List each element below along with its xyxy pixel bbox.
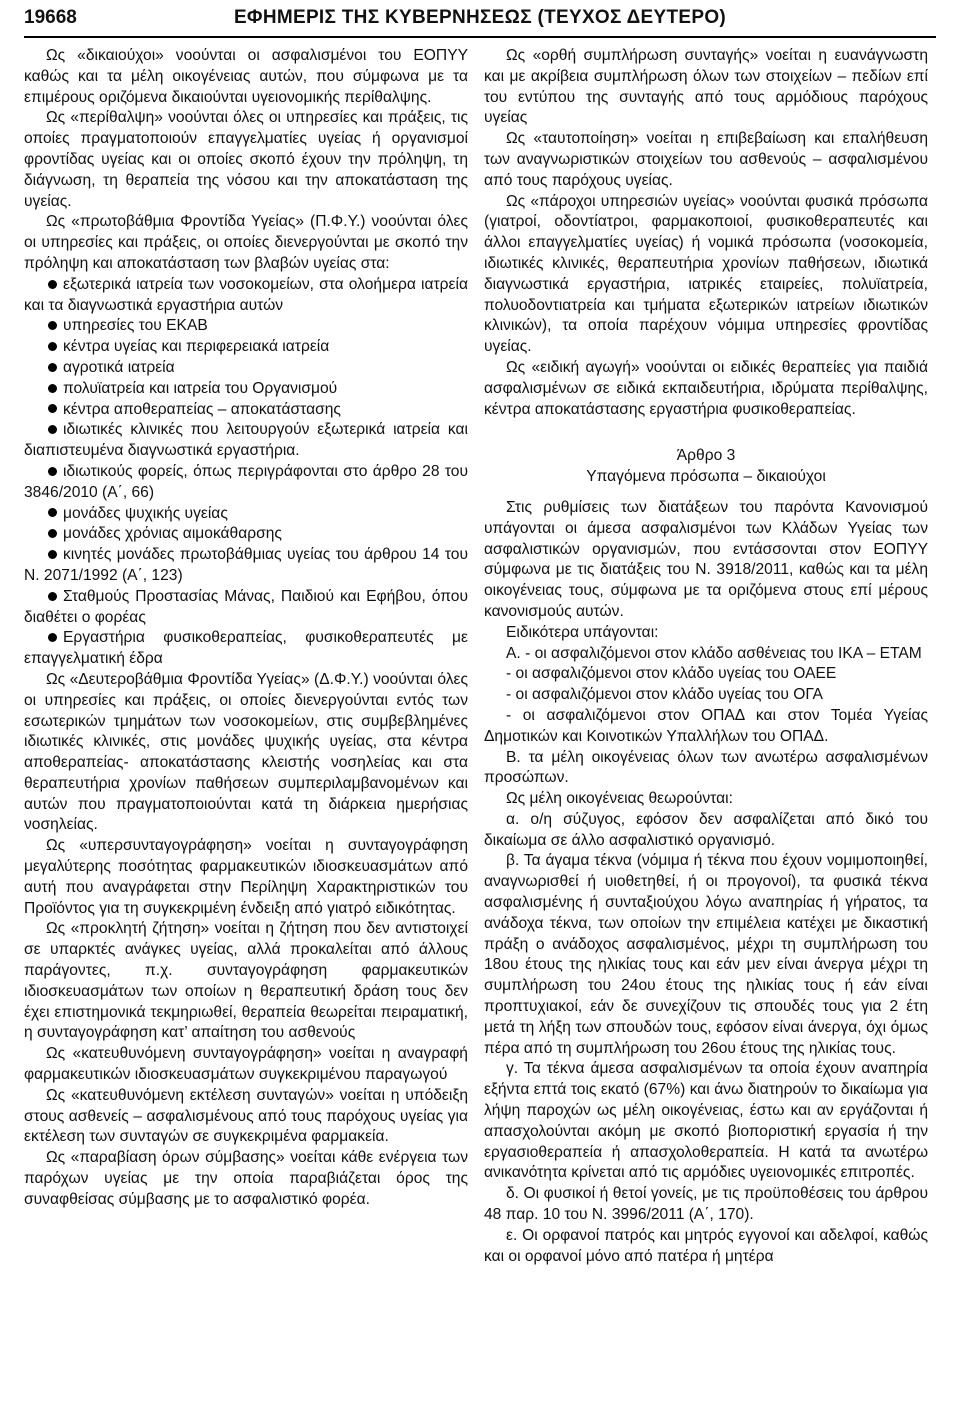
paragraph: Στις ρυθμίσεις των διατάξεων του παρόντα Κανονισμού υπάγονται οι άμεσα ασφαλισμένοι των Κλάδων Υγείας των ασφαλιστικών οργανισμών, που εντάσσονται στον ΕΟΠΥΥ σύμφωνα με τις διατάξεις του Ν. 3918/2011, καθώς και τα μέλη οικογένειας τους, σύμφωνα με τα οριζόμενα στους επί μέρους κανονισμούς αυτών. xyxy=(484,498,928,620)
page-number: 19668 xyxy=(24,7,77,28)
paragraph: Β. τα μέλη οικογένειας όλων των ανωτέρω ασφαλισμένων προσώπων. xyxy=(484,748,928,787)
bullet-item: αγροτικά ιατρεία xyxy=(24,358,468,379)
paragraph: δ. Οι φυσικοί ή θετοί γονείς, με τις προϋποθέσεις του άρθρου 48 παρ. 10 του Ν. 3996/2011 (Α΄, 170). xyxy=(484,1185,928,1224)
article-heading: Άρθρο 3 xyxy=(676,447,736,465)
paragraph: Ως «ταυτοποίηση» νοείται η επιβεβαίωση και επαλήθευση των αναγνωριστικών στοιχείων του ασθενούς – ασφαλισμένου από τους παρόχους υγείας. xyxy=(484,130,928,189)
bullet-item: εξωτερικά ιατρεία των νοσοκομείων, στα ολοήμερα ιατρεία και τα διαγνωστικά εργαστήρια αυτών xyxy=(24,275,468,314)
bullet-icon xyxy=(48,342,57,351)
paragraph: - οι ασφαλιζόμενοι στον κλάδο υγείας του ΟΑΕΕ xyxy=(506,665,837,683)
bullet-icon xyxy=(48,384,57,393)
bullet-item: κέντρα αποθεραπείας – αποκατάστασης xyxy=(24,400,468,421)
bullet-icon xyxy=(48,550,57,559)
bullet-item: κινητές μονάδες πρωτοβάθμιας υγείας του άρθρου 14 του Ν. 2071/1992 (Α΄, 123) xyxy=(24,546,468,584)
page-header xyxy=(24,4,936,38)
bullet-item: κέντρα υγείας και περιφερειακά ιατρεία xyxy=(24,337,468,358)
bullet-icon xyxy=(48,529,57,538)
paragraph: Ως «προκλητή ζήτηση» νοείται η ζήτηση που δεν αντιστοιχεί σε υπαρκτές ανάγκες υγείας, αλλά προκαλείται από άλλους παράγοντες, π.χ. συνταγογράφηση φαρμακευτικών ιδιοσκευασμάτων των οποίων η θεραπευτική δράση τους δεν έχει επιστημονικά τεκμηριωθεί, θεραπεία θεωρείται πειραματική, η συνταγογράφηση κατ’ απαίτηση του ασθενούς xyxy=(24,920,468,1042)
bullet-item: υπηρεσίες του ΕΚΑΒ xyxy=(24,316,468,337)
section-spacer xyxy=(484,420,928,446)
paragraph: α. ο/η σύζυγος, εφόσον δεν ασφαλίζεται από δικό του δικαίωμα σε άλλο ασφαλιστικό οργανισμό. xyxy=(484,810,928,849)
bullet-icon xyxy=(48,321,57,330)
right-column xyxy=(484,46,928,1267)
bullet-icon xyxy=(48,280,57,289)
paragraph: Ως «Δευτεροβάθμια Φροντίδα Υγείας» (Δ.Φ.Υ.) νοούνται όλες οι υπηρεσίες και πράξεις, οι οποίες διενεργούνται εντός των εσωτερικών τμημάτων των νοσοκομείων, στις συμβεβλημένες ιδιωτικές κλινικές, στις μονάδες ψυχικής υγείας, στα κέντρα αποθεραπείας- αποκατάστασης κλειστής νοσηλείας και στα θεραπευτήρια χρονίων παθήσεων συμπεριλαμβανομένων και αυτών που πραγματοποιούνται κατά τη διάρκεια ημερήσιας νοσηλείας. xyxy=(24,670,468,834)
bullet-icon xyxy=(48,467,57,476)
paragraph: Ως «δικαιούχοι» νοούνται οι ασφαλισμένοι του ΕΟΠΥΥ καθώς και τα μέλη οικογένειας αυτών, που σύμφωνα με τα επιμέρους οριζόμενα δικαιούνται υγειονομικής περίθαλψης. xyxy=(24,47,468,106)
paragraph: Ως «υπερσυνταγογράφηση» νοείται η συνταγογράφηση μεγαλύτερης ποσότητας φαρμακευτικών ιδιοσκευασμάτων από αυτή που αναγράφεται στην Περίληψη Χαρακτηριστικών του Προϊόντος για τη συγκεκριμένη ένδειξη από γιατρό ειδικότητας. xyxy=(24,837,468,917)
paragraph: γ. Τα τέκνα άμεσα ασφαλισμένων τα οποία έχουν αναπηρία εξήντα επτά τοις εκατό (67%) και άνω διατηρούν το δικαίωμα για λήψη παροχών ως μέλη οικογένειας, έστω και αν εργάζονται ή απασχολούνται ακόμη με σκοπό βιοποριστική εργασία ή την εργασιοθεραπεία ή απασχολοθεραπεία. Η κατά τα ανωτέρω ανικανότητα κρίνεται από τις αρμόδιες υγειονομικές επιτροπές. xyxy=(484,1060,928,1182)
bullet-icon xyxy=(48,404,57,413)
bullet-icon xyxy=(48,425,57,434)
paragraph: Ως «ειδική αγωγή» νοούνται οι ειδικές θεραπείες για παιδιά ασφαλισμένων σε ειδικά εκπαιδευτήρια, ιδρύματα περίθαλψης, κέντρα αποκατάστασης εργαστήρια φυσικοθεραπείας. xyxy=(484,358,928,418)
paragraph: Α. - οι ασφαλιζόμενοι στον κλάδο ασθένειας του ΙΚΑ – ΕΤΑΜ xyxy=(506,644,922,662)
bullet-item: μονάδες ψυχικής υγείας xyxy=(24,504,468,525)
bullet-icon xyxy=(48,363,57,372)
paragraph: Ως «πάροχοι υπηρεσιών υγείας» νοούνται φυσικά πρόσωπα (γιατροί, οδοντίατροι, φαρμακοποιοί, φυσικοθεραπευτές και άλλοι επαγγελματίες υγείας) ή νομικά πρόσωπα (νοσοκομεία, ιδιωτικές κλινικές, θεραπευτήρια χρονίων παθήσεων, ιδιωτικά διαγνωστικά εργαστήρια, ιατρικές εταιρείες, πολυϊατρεία, πολυοδοντιατρεία και τμήματα εξωτερικών ιατρείων ιδιωτικών κλινικών), τα οποία παρέχουν νόμιμα υπηρεσίες φροντίδας υγείας. xyxy=(484,192,928,356)
article-title: Υπαγόμενα πρόσωπα – δικαιούχοι xyxy=(586,468,826,486)
paragraph: β. Τα άγαμα τέκνα (νόμιμα ή τέκνα που έχουν νομιμοποιηθεί, αναγνωρισθεί ή υιοθετηθεί, ή οι προγονοί), τα φυσικά τέκνα ασφαλισμένης ή συνταξιούχου λόγω αναπηρίας ή γήρατος, τα ανάδοχα τέκνα, των οποίων την επιμέλεια κατέχει με δικαστική πράξη ο ανάδοχος ασφαλισμένος, μέχρι τη συμπλήρωση του 18ου έτους της ηλικίας τους και εάν μεν είναι άνεργα μέχρι τη συμπλήρωση του 24ου έτους της ηλικίας τους ή εάν είναι προπτυχιακοί, εάν δε συνεχίζουν τις σπουδές τους για 2 έτη μετά τη λήξη των σπουδών τους, εφόσον είναι άνεργα, όχι όμως πέρα από τη συμπλήρωση του 26ου έτους της ηλικίας τους. xyxy=(484,852,928,1057)
paragraph: ε. Οι ορφανοί πατρός και μητρός εγγονοί και αδελφοί, καθώς και οι ορφανοί μόνο από πατέρα ή μητέρα xyxy=(484,1226,928,1265)
gazette-title: ΕΦΗΜΕΡΙΣ ΤΗΣ ΚΥΒΕΡΝΗΣΕΩΣ (ΤΕΥΧΟΣ ΔΕΥΤΕΡΟ) xyxy=(233,7,727,28)
bullet-item: Εργαστήρια φυσικοθεραπείας, φυσικοθεραπευτές με επαγγελματική έδρα xyxy=(24,629,468,668)
paragraph: Ως μέλη οικογένειας θεωρούνται: xyxy=(506,790,733,808)
left-column xyxy=(24,46,468,1211)
bullet-icon xyxy=(48,508,57,517)
bullet-icon xyxy=(48,592,57,601)
paragraph: Ως «περίθαλψη» νοούνται όλες οι υπηρεσίες και πράξεις, τις οποίες πραγματοποιούν επαγγελματίες υγείας ή οργανισμοί φροντίδας υγείας και οι οποίες σκοπό έχουν την πρόληψη, τη διάγνωση, τη θεραπεία της νόσου και την αποκατάσταση της υγείας. xyxy=(24,109,468,210)
bullet-item: μονάδες χρόνιας αιμοκάθαρσης xyxy=(24,524,468,545)
paragraph: Ως «κατευθυνόμενη εκτέλεση συνταγών» νοείται η υπόδειξη στους ασθενείς – ασφαλισμένους από τους παρόχους υγείας για εκτέλεση των συνταγών σε συγκεκριμένα φαρμακεία. xyxy=(24,1086,468,1146)
bullet-icon xyxy=(48,633,57,642)
paragraph: - οι ασφαλιζόμενοι στον ΟΠΑΔ και στον Τομέα Υγείας Δημοτικών και Κοινοτικών Υπαλλήλων του ΟΠΑΔ. xyxy=(484,706,928,745)
section-spacer xyxy=(484,488,928,498)
bullet-item: ιδιωτικές κλινικές που λειτουργούν εξωτερικά ιατρεία και διαπιστευμένα διαγνωστικά εργαστήρια. xyxy=(24,421,468,460)
paragraph: Ως «παραβίαση όρων σύμβασης» νοείται κάθε ενέργεια των παρόχων υγείας με την οποία παραβιάζεται όρος της συναφθείσας σύμβασης με το ασφαλιστικό φορέα. xyxy=(24,1149,468,1208)
paragraph: Ειδικότερα υπάγονται: xyxy=(506,623,659,641)
paragraph: Ως «ορθή συμπλήρωση συνταγής» νοείται η ευανάγνωστη και με ακρίβεια συμπλήρωση όλων των στοιχείων – πεδίων επί του εντύπου της συνταγής από τους αρμόδιους παρόχους υγείας xyxy=(484,47,928,127)
paragraph: - οι ασφαλιζόμενοι στον κλάδο υγείας του ΟΓΑ xyxy=(506,686,823,704)
paragraph: Ως «κατευθυνόμενη συνταγογράφηση» νοείται η αναγραφή φαρμακευτικών ιδιοσκευασμάτων συγκεκριμένου παραγωγού xyxy=(24,1045,468,1084)
bullet-item: ιδιωτικούς φορείς, όπως περιγράφονται στο άρθρο 28 του 3846/2010 (Α΄, 66) xyxy=(24,462,468,501)
bullet-item: πολυϊατρεία και ιατρεία του Οργανισμού xyxy=(24,379,468,400)
paragraph: Ως «πρωτοβάθμια Φροντίδα Υγείας» (Π.Φ.Υ.) νοούνται όλες οι υπηρεσίες και πράξεις, οι οποίες διενεργούνται με σκοπό την πρόληψη και αποκατάσταση των βλαβών υγείας στα: xyxy=(24,213,468,272)
bullet-item: Σταθμούς Προστασίας Μάνας, Παιδιού και Εφήβου, όπου διαθέτει ο φορέας xyxy=(24,587,468,626)
